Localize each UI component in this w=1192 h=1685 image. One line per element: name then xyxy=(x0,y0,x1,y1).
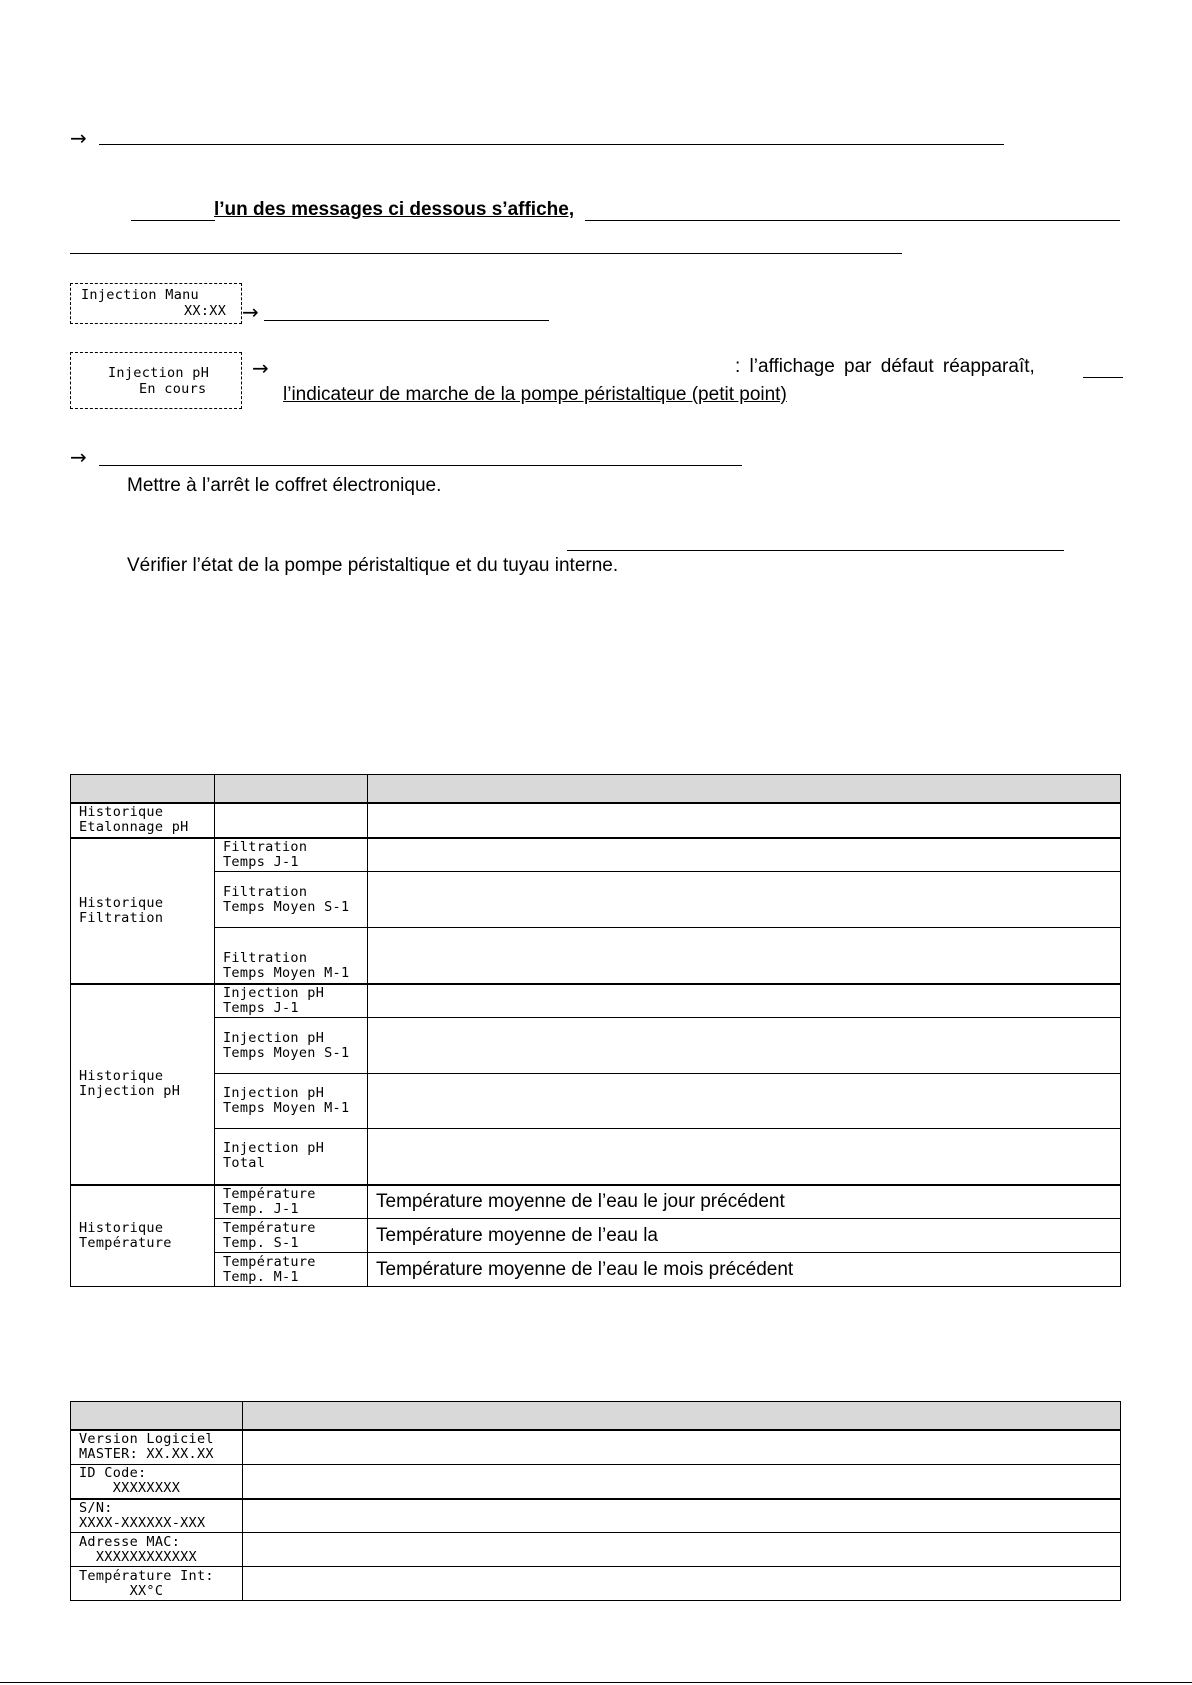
blank-line xyxy=(585,220,1120,221)
desc-cell: Température moyenne de l’eau la xyxy=(368,1219,1121,1253)
desc-cell xyxy=(368,803,1121,838)
screen-cell xyxy=(215,803,368,838)
table-row xyxy=(71,984,1121,1018)
desc-cell xyxy=(368,928,1121,984)
blank-line xyxy=(1083,377,1123,378)
screen-cell: Filtration Temps J-1 xyxy=(215,838,368,872)
table-row xyxy=(71,803,1121,838)
screen-cell: Filtration Temps Moyen S-1 xyxy=(215,872,368,928)
table-row xyxy=(71,1430,1121,1465)
pump-indicator-text: l’indicateur de marche de la pompe péristaltique (petit point) xyxy=(283,384,787,405)
table-row xyxy=(71,1533,1121,1567)
lcd-injection-ph xyxy=(70,352,242,409)
desc-cell xyxy=(368,1074,1121,1129)
header-cell xyxy=(71,775,215,803)
desc-cell xyxy=(243,1465,1121,1499)
instruction-stop: Mettre à l’arrêt le coffret électronique. xyxy=(127,475,442,496)
table-row xyxy=(71,1074,1121,1129)
screen-cell: Injection pH Temps Moyen M-1 xyxy=(215,1074,368,1129)
screen-cell: Adresse MAC: XXXXXXXXXXXX xyxy=(71,1533,243,1567)
desc-cell xyxy=(243,1499,1121,1533)
screen-cell: Injection pH Temps Moyen S-1 xyxy=(215,1018,368,1074)
screen-cell: S/N: XXXX-XXXXXX-XXX xyxy=(71,1499,243,1533)
lcd-injection-manu xyxy=(70,283,242,324)
screen-cell: Filtration Temps Moyen M-1 xyxy=(215,928,368,984)
table-row xyxy=(71,928,1121,984)
lcd-line-1: Injection pH xyxy=(108,365,210,381)
table-row xyxy=(71,872,1121,928)
table-row xyxy=(71,1185,1121,1219)
desc-cell xyxy=(368,984,1121,1018)
screen-cell: Température Temp. M-1 xyxy=(215,1253,368,1287)
table-row xyxy=(71,1567,1121,1601)
message-heading: l’un des messages ci dessous s’affiche, xyxy=(214,199,575,220)
blank-line xyxy=(99,465,742,466)
desc-cell xyxy=(368,872,1121,928)
screen-cell: Température Int: XX°C xyxy=(71,1567,243,1601)
desc-cell xyxy=(368,1129,1121,1185)
desc-cell: Température moyenne de l’eau le jour précédent xyxy=(368,1185,1121,1219)
page-bottom-rule xyxy=(0,1682,1192,1683)
group-cell: Historique Filtration xyxy=(71,838,215,984)
desc-cell xyxy=(243,1567,1121,1601)
blank-line xyxy=(99,144,1004,145)
blank-line xyxy=(131,220,215,221)
desc-cell xyxy=(243,1533,1121,1567)
default-display-text: : l’affichage par défaut réapparaît, xyxy=(735,356,1035,377)
desc-cell xyxy=(243,1430,1121,1465)
table-row xyxy=(71,1018,1121,1074)
lcd-line-2: XX:XX xyxy=(184,303,227,319)
header-cell xyxy=(215,775,368,803)
blank-line xyxy=(264,320,549,321)
arrow-icon: → xyxy=(242,300,259,324)
lcd-line-1: Injection Manu xyxy=(81,287,199,303)
header-cell xyxy=(71,1402,243,1430)
table-row xyxy=(71,1219,1121,1253)
table-row xyxy=(71,1465,1121,1499)
blank-line xyxy=(567,550,1064,551)
group-cell: Historique Etalonnage pH xyxy=(71,803,215,838)
lcd-line-2: En cours xyxy=(139,381,207,397)
table-header-row xyxy=(71,1402,1121,1430)
table-row xyxy=(71,1253,1121,1287)
table-row xyxy=(71,1129,1121,1185)
info-table xyxy=(70,1401,1121,1601)
table-row xyxy=(71,838,1121,872)
arrow-icon: → xyxy=(70,126,87,150)
arrow-icon: → xyxy=(70,445,87,469)
arrow-icon: → xyxy=(252,356,269,380)
table-header-row xyxy=(71,775,1121,803)
group-cell: Historique Injection pH xyxy=(71,984,215,1185)
desc-cell: Température moyenne de l’eau le mois précédent xyxy=(368,1253,1121,1287)
screen-cell: Température Temp. J-1 xyxy=(215,1185,368,1219)
blank-line xyxy=(70,253,902,254)
screen-cell: ID Code: XXXXXXXX xyxy=(71,1465,243,1499)
history-table xyxy=(70,774,1121,1287)
desc-cell xyxy=(368,1018,1121,1074)
header-cell xyxy=(368,775,1121,803)
header-cell xyxy=(243,1402,1121,1430)
desc-cell xyxy=(368,838,1121,872)
instruction-check-pump: Vérifier l’état de la pompe péristaltique et du tuyau interne. xyxy=(127,555,619,576)
screen-cell: Injection pH Temps J-1 xyxy=(215,984,368,1018)
table-row xyxy=(71,1499,1121,1533)
screen-cell: Injection pH Total xyxy=(215,1129,368,1185)
group-cell: Historique Température xyxy=(71,1185,215,1287)
screen-cell: Température Temp. S-1 xyxy=(215,1219,368,1253)
screen-cell: Version Logiciel MASTER: XX.XX.XX xyxy=(71,1430,243,1465)
